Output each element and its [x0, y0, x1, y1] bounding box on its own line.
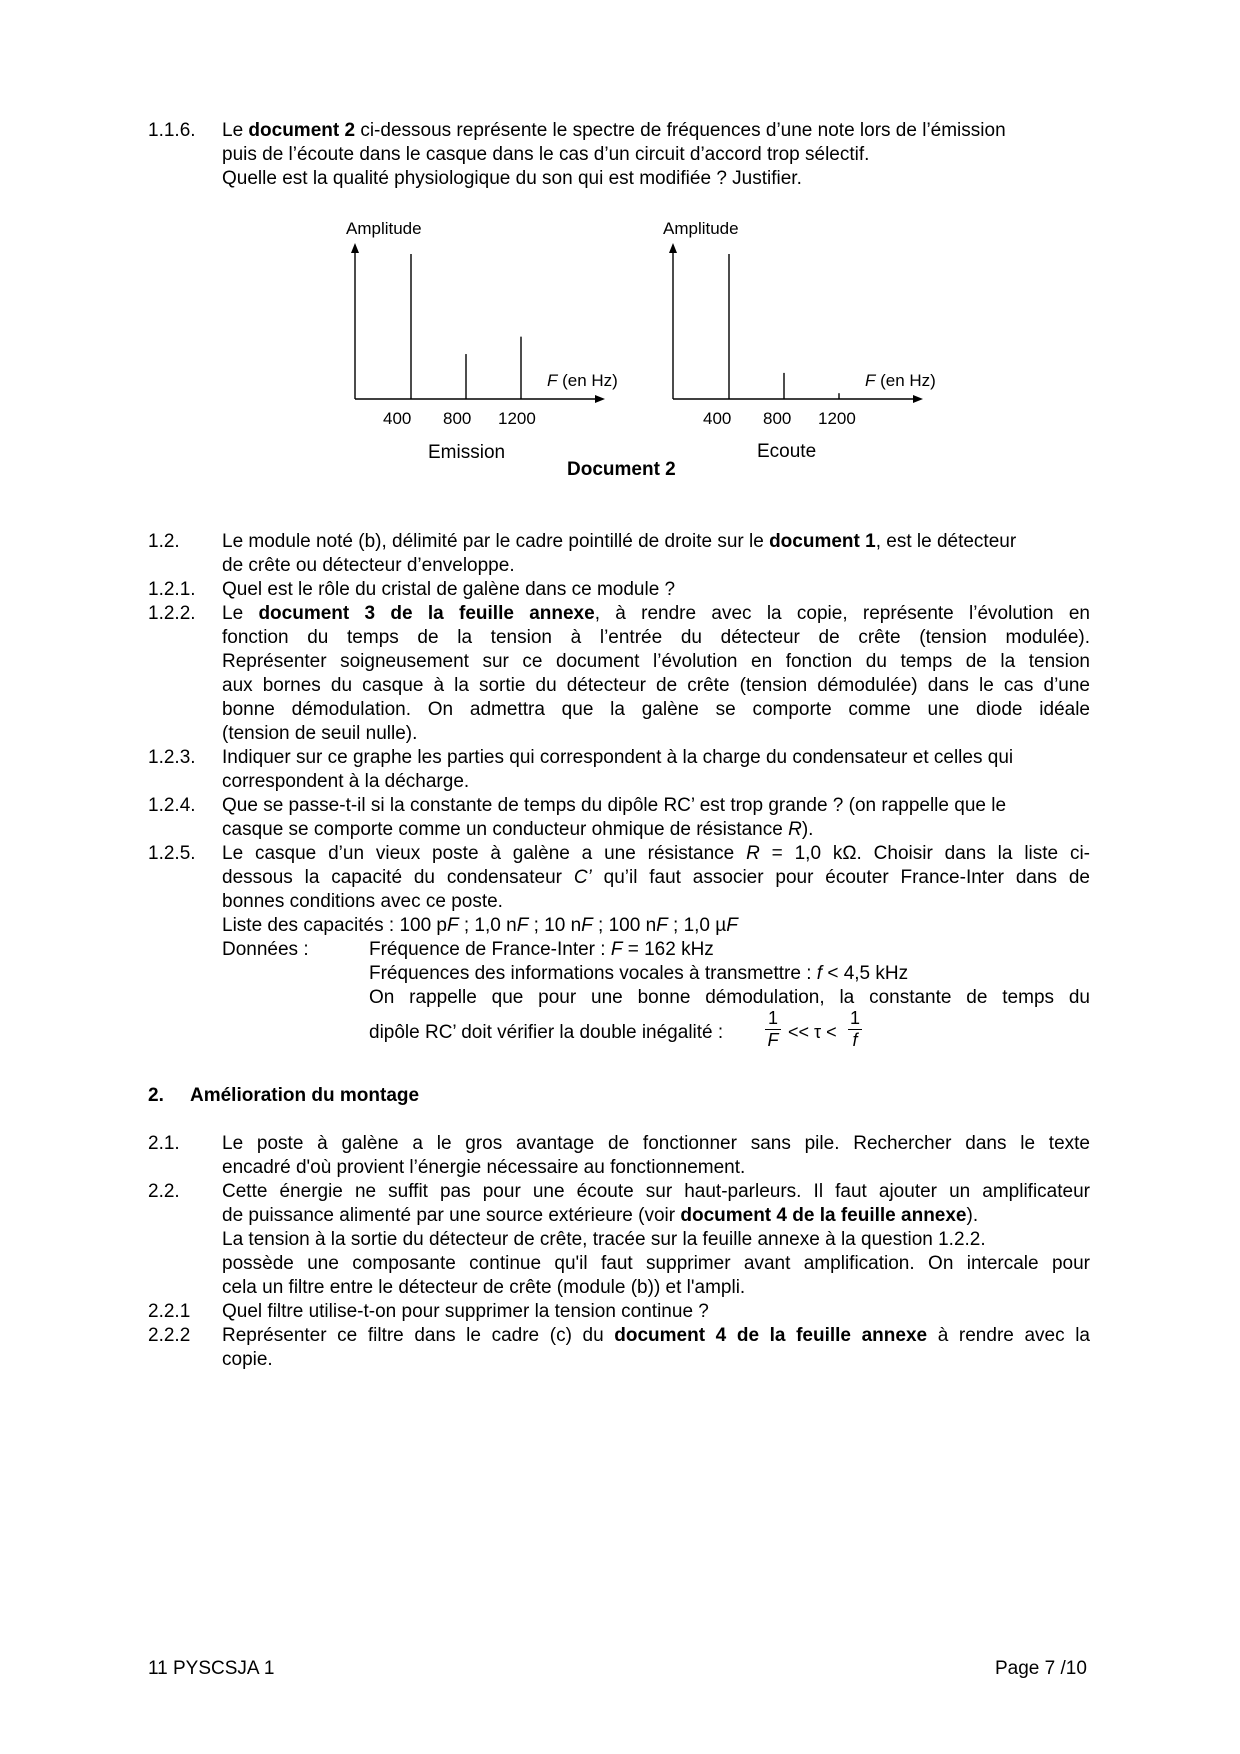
capacities-list: Liste des capacités : 100 pF ; 1,0 nF ; 10 nF ; 100 nF ; 1,0 µF: [222, 915, 738, 936]
q116-number: 1.1.6.: [148, 120, 196, 141]
q22-line3: La tension à la sortie du détecteur de crête, tracée sur la feuille annexe à la question 1.2.2.: [222, 1229, 986, 1250]
donnee-france-inter: Fréquence de France-Inter : F = 162 kHz: [369, 939, 714, 960]
q22-line2: de puissance alimenté par une source extérieure (voir document 4 de la feuille annexe).: [222, 1205, 979, 1226]
ecoute-y-label: Amplitude: [663, 219, 739, 238]
q22-number: 2.2.: [148, 1181, 180, 1202]
ecoute-title: Ecoute: [757, 441, 817, 462]
emission-title: Emission: [428, 442, 506, 463]
x-axis-arrow: [913, 395, 923, 403]
section-2-title: Amélioration du montage: [190, 1085, 420, 1106]
y-axis-arrow: [351, 243, 359, 253]
q122-number: 1.2.2.: [148, 603, 196, 624]
q221-number: 2.2.1: [148, 1301, 191, 1322]
q12-number: 1.2.: [148, 531, 180, 552]
q125-number: 1.2.5.: [148, 843, 196, 864]
q222-line1: Représenter ce filtre dans le cadre (c) du document 4 de la feuille annexe à rendre avec la: [222, 1325, 1090, 1346]
q22-line4: possède une composante continue qu'il faut supprimer avant amplification. On intercale pour: [222, 1253, 1090, 1274]
ecoute-tick-400: 400: [703, 409, 732, 428]
ecoute-tick-1200: 1200: [818, 409, 856, 428]
q21-line2: encadré d'où provient l’énergie nécessaire au fonctionnement.: [222, 1157, 746, 1178]
q123-line1: Indiquer sur ce graphe les parties qui correspondent à la charge du condensateur et celles qui: [222, 747, 1014, 768]
q124-line1: Que se passe-t-il si la constante de temps du dipôle RC’ est trop grande ? (on rappelle que le: [222, 795, 1007, 816]
donnees-label: Données :: [222, 939, 309, 960]
q125-line3: bonnes conditions avec ce poste.: [222, 891, 503, 912]
q125-line2: dessous la capacité du condensateur C’ qu’il faut associer pour écouter France-Inter dans de: [222, 867, 1090, 888]
donnee-reminder: On rappelle que pour une bonne démodulation, la constante de temps du: [369, 987, 1090, 1008]
emission-tick-800: 800: [443, 409, 472, 428]
donnee-inequality-text: dipôle RC’ doit vérifier la double inégalité :: [369, 1022, 724, 1043]
footer-exam-code: 11 PYSCSJA 1: [148, 1658, 275, 1679]
emission-y-label: Amplitude: [346, 219, 422, 238]
q222-line2: copie.: [222, 1349, 273, 1370]
q123-number: 1.2.3.: [148, 747, 196, 768]
emission-x-label: F (en Hz): [547, 371, 618, 390]
q123-line2: correspondent à la décharge.: [222, 771, 470, 792]
footer-page-number: Page 7 /10: [995, 1658, 1087, 1679]
q121-number: 1.2.1.: [148, 579, 196, 600]
q124-line2: casque se comporte comme un conducteur ohmique de résistance R).: [222, 819, 814, 840]
q122-line2: fonction du temps de la tension à l’entrée du détecteur de crête (tension modulée).: [222, 627, 1090, 648]
emission-tick-400: 400: [383, 409, 412, 428]
document-2-spectra: [300, 200, 980, 480]
q12-line1: Le module noté (b), délimité par le cadre pointillé de droite sur le document 1, est le détecteur: [222, 531, 1017, 552]
document-2-caption: Document 2: [567, 459, 676, 480]
q125-line1: Le casque d’un vieux poste à galène a une résistance R = 1,0 kΩ. Choisir dans la liste ci-: [222, 843, 1090, 864]
q22-line1: Cette énergie ne suffit pas pour une écoute sur haut-parleurs. Il faut ajouter un amplificateur: [222, 1181, 1090, 1202]
q121-text: Quel est le rôle du cristal de galène dans ce module ?: [222, 579, 676, 600]
fraction-denominator: F: [767, 1030, 779, 1050]
fraction-1-over-F: [765, 1008, 781, 1050]
fraction-numerator: 1: [767, 1008, 778, 1028]
q21-number: 2.1.: [148, 1133, 180, 1154]
q116-line1: Le document 2 ci-dessous représente le spectre de fréquences d’une note lors de l’émission: [222, 120, 1006, 141]
q22-line5: cela un filtre entre le détecteur de crête (module (b)) et l'ampli.: [222, 1277, 746, 1298]
q122-line4: aux bornes du casque à la sortie du détecteur de crête (tension démodulée) dans le cas d’une: [222, 675, 1090, 696]
donnee-voice-frequencies: Fréquences des informations vocales à transmettre : f < 4,5 kHz: [369, 963, 909, 984]
q222-number: 2.2.2: [148, 1325, 191, 1346]
emission-tick-1200: 1200: [498, 409, 536, 428]
q124-number: 1.2.4.: [148, 795, 196, 816]
q21-line1: Le poste à galène a le gros avantage de fonctionner sans pile. Rechercher dans le texte: [222, 1133, 1090, 1154]
q122-line5: bonne démodulation. On admettra que la galène se comporte comme une diode idéale: [222, 699, 1090, 720]
q221-text: Quel filtre utilise-t-on pour supprimer la tension continue ?: [222, 1301, 709, 1322]
ecoute-x-label: F (en Hz): [865, 371, 936, 390]
q122-line1: Le document 3 de la feuille annexe, à rendre avec la copie, représente l’évolution en: [222, 603, 1090, 624]
q122-line6: (tension de seuil nulle).: [222, 723, 418, 744]
ecoute-tick-800: 800: [763, 409, 792, 428]
q122-line3: Représenter soigneusement sur ce document l’évolution en fonction du temps de la tension: [222, 651, 1090, 672]
q116-line2: puis de l’écoute dans le casque dans le cas d’un circuit d’accord trop sélectif.: [222, 144, 870, 165]
q116-line3: Quelle est la qualité physiologique du son qui est modifiée ? Justifier.: [222, 168, 802, 189]
x-axis-arrow: [595, 395, 605, 403]
q12-line2: de crête ou détecteur d’enveloppe.: [222, 555, 515, 576]
inequality-middle: << τ <: [788, 1022, 837, 1042]
y-axis-arrow: [669, 243, 677, 253]
fraction-1-over-f: [848, 1008, 862, 1050]
fraction-numerator: 1: [849, 1008, 860, 1028]
section-2-number: 2.: [148, 1085, 164, 1106]
fraction-denominator: f: [852, 1030, 858, 1050]
